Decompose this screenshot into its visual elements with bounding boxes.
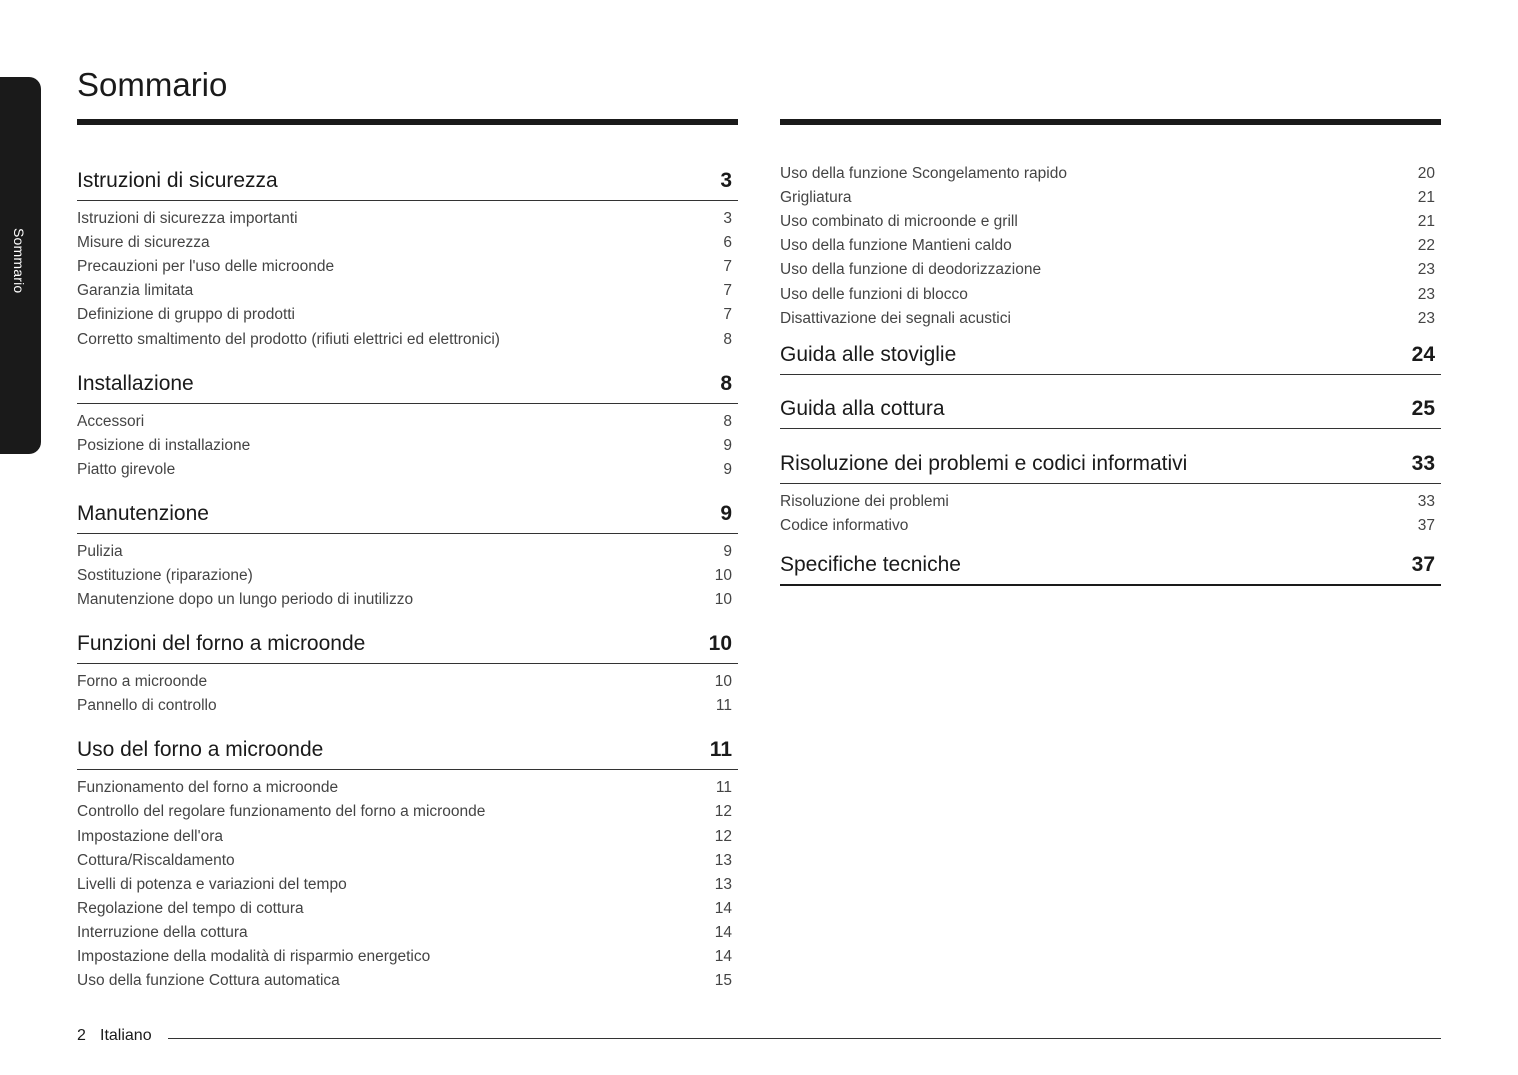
toc-item-page: 9 [723, 460, 732, 478]
toc-item-label: Sostituzione (riparazione) [77, 566, 253, 584]
toc-item[interactable] [780, 282, 1441, 306]
toc-section-title: Uso del forno a microonde [77, 738, 324, 762]
toc-item-page: 9 [723, 436, 732, 454]
toc-item-label: Misure di sicurezza [77, 234, 210, 252]
toc-item-page: 14 [714, 923, 732, 941]
toc-item[interactable] [77, 825, 738, 849]
toc-section-page: 3 [720, 169, 732, 192]
toc-section-heading[interactable] [780, 448, 1441, 484]
toc-item-label: Livelli di potenza e variazioni del tempo [77, 875, 347, 893]
toc-item-page: 8 [723, 412, 732, 430]
toc-item-label: Pulizia [77, 542, 123, 560]
toc-item-page: 23 [1417, 285, 1435, 303]
toc-section-title: Guida alla cottura [780, 396, 945, 420]
toc-item-page: 13 [714, 851, 732, 869]
toc-section [780, 550, 1441, 586]
toc-item-label: Grigliatura [780, 189, 852, 207]
side-tab-label: Sommario [11, 228, 27, 294]
toc-item[interactable] [77, 694, 738, 718]
toc-item-page: 22 [1417, 237, 1435, 255]
toc-item[interactable] [77, 800, 738, 824]
toc-item[interactable] [77, 670, 738, 694]
toc-item-page: 13 [714, 875, 732, 893]
toc-item[interactable] [77, 969, 738, 993]
toc-item-label: Pannello di controllo [77, 697, 217, 715]
toc-item[interactable] [77, 279, 738, 303]
toc-left-column [77, 119, 738, 993]
toc-section-page: 33 [1411, 451, 1435, 475]
toc-item-label: Interruzione della cottura [77, 923, 248, 941]
toc-section-heading[interactable] [77, 165, 738, 201]
toc-item-label: Codice informativo [780, 516, 909, 534]
toc-item-label: Uso della funzione di deodorizzazione [780, 261, 1042, 279]
toc-item[interactable] [780, 490, 1441, 514]
toc-item-page: 21 [1417, 189, 1435, 207]
toc-section-page: 8 [720, 371, 732, 395]
toc-item[interactable] [77, 410, 738, 434]
toc-section-heading[interactable] [780, 339, 1441, 375]
toc-item[interactable] [77, 776, 738, 800]
toc-item-label: Uso combinato di microonde e grill [780, 213, 1018, 231]
toc-item[interactable] [780, 162, 1441, 186]
toc-item[interactable] [77, 207, 738, 231]
toc-section-heading[interactable] [780, 393, 1441, 429]
toc-section-title: Installazione [77, 371, 194, 395]
toc-item[interactable] [77, 564, 738, 588]
toc-section-title: Specifiche tecniche [780, 552, 961, 576]
toc-right-column [780, 119, 1441, 586]
toc-item-list [77, 404, 738, 482]
toc-section-page: 9 [720, 501, 732, 525]
toc-section [77, 165, 738, 352]
toc-section-title: Istruzioni di sicurezza [77, 169, 278, 192]
toc-item-label: Uso della funzione Cottura automatica [77, 972, 340, 990]
toc-item-label: Garanzia limitata [77, 282, 194, 300]
toc-item-page: 12 [714, 827, 732, 845]
toc-item-label: Impostazione della modalità di risparmio energetico [77, 948, 431, 966]
toc-section-page: 37 [1411, 552, 1435, 576]
toc-section [780, 448, 1441, 538]
toc-item-page: 21 [1417, 213, 1435, 231]
toc-section [77, 498, 738, 612]
toc-section-title: Guida alle stoviglie [780, 342, 957, 366]
toc-item-page: 10 [714, 673, 732, 691]
toc-item-label: Uso della funzione Mantieni caldo [780, 237, 1012, 255]
toc-item[interactable] [77, 434, 738, 458]
toc-item[interactable] [77, 945, 738, 969]
toc-item-page: 11 [715, 697, 732, 715]
toc-section-heading[interactable] [77, 734, 738, 770]
toc-section-heading[interactable] [77, 628, 738, 664]
toc-item-label: Disattivazione dei segnali acustici [780, 309, 1011, 327]
toc-item-label: Cottura/Riscaldamento [77, 851, 235, 869]
toc-item-label: Definizione di gruppo di prodotti [77, 306, 295, 324]
toc-item-page: 23 [1417, 309, 1435, 327]
toc-item-label: Precauzioni per l'uso delle microonde [77, 258, 335, 276]
toc-item-label: Uso delle funzioni di blocco [780, 285, 968, 303]
toc-item[interactable] [77, 303, 738, 327]
toc-item-label: Posizione di installazione [77, 436, 251, 454]
toc-item-label: Controllo del regolare funzionamento del forno a microonde [77, 803, 486, 821]
toc-item-page: 14 [714, 899, 732, 917]
toc-item-page: 7 [723, 258, 732, 276]
toc-item-label: Risoluzione dei problemi [780, 492, 949, 510]
toc-item-page: 12 [714, 803, 732, 821]
toc-section [780, 339, 1441, 375]
toc-item[interactable] [77, 849, 738, 873]
toc-item-list [77, 664, 738, 718]
toc-item-label: Piatto girevole [77, 460, 176, 478]
toc-item-page: 11 [715, 779, 732, 797]
toc-section-page: 25 [1411, 396, 1435, 420]
toc-item-page: 7 [723, 306, 732, 324]
toc-item-label: Accessori [77, 412, 145, 430]
toc-section-page: 11 [709, 738, 732, 762]
toc-section-page: 10 [708, 632, 732, 656]
toc-item-list [77, 534, 738, 612]
toc-item-list [780, 484, 1441, 538]
toc-item-page: 7 [723, 282, 732, 300]
toc-section-heading[interactable] [77, 498, 738, 534]
toc-item-page: 10 [714, 591, 732, 609]
toc-item-page: 33 [1417, 492, 1435, 510]
toc-item-page: 20 [1417, 165, 1435, 183]
toc-item-page: 3 [723, 210, 732, 228]
toc-item[interactable] [77, 921, 738, 945]
toc-section [780, 393, 1441, 429]
toc-item[interactable] [77, 327, 738, 351]
toc-item-page: 9 [723, 542, 732, 560]
toc-item-page: 10 [714, 566, 732, 584]
toc-item-label: Istruzioni di sicurezza importanti [77, 210, 298, 228]
toc-item-label: Manutenzione dopo un lungo periodo di inutilizzo [77, 591, 414, 609]
toc-item-page: 15 [714, 972, 732, 990]
toc-item-label: Impostazione dell'ora [77, 827, 223, 845]
toc-item[interactable] [780, 307, 1441, 331]
toc-item[interactable] [77, 255, 738, 279]
toc-item[interactable] [780, 210, 1441, 234]
toc-item[interactable] [77, 231, 738, 255]
toc-item[interactable] [77, 458, 738, 482]
toc-item-page: 14 [714, 948, 732, 966]
toc-section [77, 734, 738, 993]
toc-item[interactable] [77, 588, 738, 612]
footer-language: Italiano [100, 1027, 152, 1044]
footer-page-number: 2 [77, 1027, 86, 1044]
toc-section-title: Risoluzione dei problemi e codici informativi [780, 451, 1188, 475]
toc-section-heading[interactable] [780, 550, 1441, 586]
toc-item[interactable] [77, 897, 738, 921]
toc-item-label: Funzionamento del forno a microonde [77, 779, 339, 797]
toc-continued-list [780, 125, 1441, 331]
toc-item-label: Forno a microonde [77, 673, 208, 691]
toc-section [77, 628, 738, 718]
toc-item[interactable] [780, 258, 1441, 282]
toc-item[interactable] [780, 514, 1441, 538]
toc-item-list [77, 201, 738, 352]
toc-item-label: Regolazione del tempo di cottura [77, 899, 304, 917]
toc-section-heading[interactable] [77, 368, 738, 404]
toc-section-page: 24 [1411, 342, 1435, 366]
toc-item-page: 23 [1417, 261, 1435, 279]
toc-section-title: Funzioni del forno a microonde [77, 632, 366, 656]
toc-item-label: Corretto smaltimento del prodotto (rifiuti elettrici ed elettronici) [77, 330, 500, 348]
footer-rule [168, 1038, 1441, 1039]
toc-item[interactable] [77, 873, 738, 897]
toc-section-title: Manutenzione [77, 501, 209, 525]
toc-item[interactable] [77, 540, 738, 564]
toc-item[interactable] [780, 186, 1441, 210]
toc-item-page: 6 [723, 234, 732, 252]
toc-item-page: 8 [723, 330, 732, 348]
toc-item-label: Uso della funzione Scongelamento rapido [780, 165, 1067, 183]
toc-item-page: 37 [1417, 516, 1435, 534]
toc-section [77, 368, 738, 482]
toc-item-list [77, 770, 738, 993]
column-top-rule [77, 119, 738, 125]
toc-item[interactable] [780, 234, 1441, 258]
page-title: Sommario [77, 66, 228, 103]
